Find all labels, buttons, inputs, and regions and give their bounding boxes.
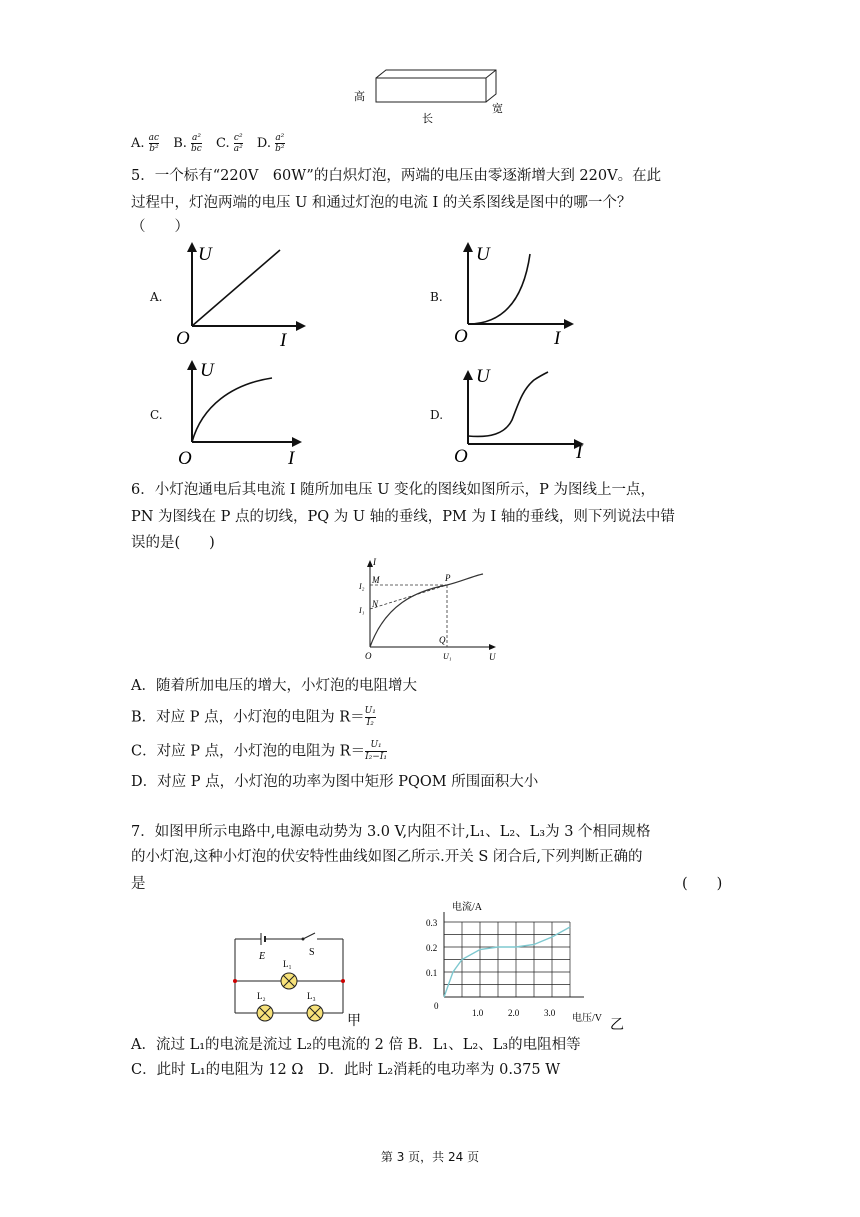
- q7-option-cd: C．此时 L₁的电阻为 12 Ω D．此时 L₂消耗的电功率为 0.375 W: [131, 1062, 561, 1078]
- q6-m-label: M: [372, 575, 380, 585]
- box-length-label: 长: [422, 113, 433, 125]
- q5-c-x-axis: I: [288, 448, 295, 468]
- q7-s-label: S: [309, 947, 315, 958]
- q7-l2-label: L₂: [257, 991, 266, 1001]
- q5-c-origin: O: [178, 448, 192, 468]
- q6-q-label: Q: [439, 635, 446, 645]
- q6-figure: [355, 555, 505, 665]
- q7-y-tick-2: 0.1: [426, 968, 438, 978]
- q7-iv-curve: [444, 927, 570, 997]
- q6-u-axis: U: [489, 652, 496, 662]
- q6-u1-label: U₁: [443, 652, 452, 661]
- q7-origin: 0: [434, 1001, 439, 1011]
- q4-option-d: D.: [256, 136, 271, 151]
- q5-a-origin: O: [176, 328, 190, 349]
- page-footer: 第 3 页，共 24 页: [380, 1150, 480, 1164]
- q4-frac-d: $\frac{\text{a²}}{\text{b²}}$: [275, 133, 285, 154]
- q7-grid: [444, 912, 584, 997]
- q5-graph-c: [172, 356, 322, 468]
- q7-y-title: 电流/A: [452, 902, 482, 913]
- q6-line-2: PN 为图线在 P 点的切线，PQ 为 U 轴的垂线，PM 为 I 轴的垂线，则下列说法中错: [131, 509, 675, 525]
- q5-d-origin: O: [454, 446, 468, 467]
- q7-bracket: ( ): [682, 876, 723, 892]
- q7-line-1: 7．如图甲所示电路中,电源电动势为 3.0 V,内阻不计,L₁、L₂、L₃为 3 个相同规格: [131, 824, 651, 840]
- q5-d-y-axis: U: [476, 366, 490, 387]
- q5-c-y-axis: U: [200, 360, 214, 381]
- q6-i1-label: I₁: [359, 606, 365, 615]
- q5-line-1: 5．一个标有“220V 60W”的白炽灯泡，两端的电压由零逐渐增大到 220V。在此: [131, 168, 662, 184]
- q7-x-tick-2: 3.0: [544, 1008, 556, 1018]
- q4-frac-b: $\frac{\text{a²}}{bc}$: [191, 133, 202, 154]
- q5-b-origin: O: [454, 326, 468, 347]
- q5-b-x-axis: I: [554, 328, 561, 348]
- q5-option-a-label: A.: [150, 290, 163, 304]
- q4-frac-c: $\frac{\text{c²}}{\text{a²}}$: [233, 133, 243, 154]
- q5-a-x-axis: I: [280, 330, 287, 350]
- q5-option-c-label: C.: [150, 408, 163, 422]
- q7-l3-label: L₃: [307, 991, 316, 1001]
- q6-i2-label: I₂: [359, 582, 365, 591]
- q7-line-2: 的小灯泡,这种小灯泡的伏安特性曲线如图乙所示.开关 S 闭合后,下列判断正确的: [131, 849, 643, 865]
- q5-a-y-axis: U: [198, 244, 212, 265]
- q6-option-c-frac: $\frac{\text{U₁}}{\text{I₂−I₁}}$: [365, 740, 387, 762]
- box-width-label: 宽: [492, 103, 503, 115]
- q7-line-3: 是: [131, 876, 146, 892]
- q7-x-tick-1: 2.0: [508, 1008, 520, 1018]
- q6-n-label: N: [372, 599, 379, 609]
- q4-options: [131, 133, 285, 154]
- q5-option-b-label: B.: [430, 290, 443, 304]
- q4-option-c: C.: [216, 136, 230, 151]
- q6-i-axis: I: [373, 557, 376, 567]
- q5-option-d-label: D.: [430, 408, 444, 422]
- q5-line-2: 过程中，灯泡两端的电压 U 和通过灯泡的电流 I 的关系图线是图中的哪一个？: [131, 195, 632, 211]
- q6-option-b-frac: $\frac{\text{U₁}}{\text{I₂}}$: [364, 706, 376, 728]
- q6-line-3: 误的是( ): [131, 535, 215, 551]
- q7-e-label: E: [259, 951, 266, 962]
- q6-option-b: B．对应 P 点，小灯泡的电阻为 R＝ $\frac{\text{U₁}}{\text{I₂}}$: [131, 706, 376, 728]
- q4-option-a: A.: [131, 136, 145, 151]
- q7-l1-label: L₁: [283, 959, 292, 969]
- q7-graph: [420, 897, 630, 1032]
- q7-circuit-caption: 甲: [347, 1014, 361, 1029]
- q7-graph-caption: 乙: [610, 1018, 624, 1032]
- q6-p-label: P: [445, 573, 451, 583]
- q7-y-tick-0: 0.3: [426, 918, 438, 928]
- q7-x-tick-0: 1.0: [472, 1008, 484, 1018]
- q5-graph-d: [450, 360, 600, 470]
- q6-origin: O: [365, 651, 372, 661]
- q5-graph-b: [450, 238, 600, 348]
- q7-x-title: 电压/V: [572, 1013, 602, 1024]
- box-figure: [340, 60, 520, 130]
- q5-d-x-axis: I: [576, 442, 583, 463]
- box-height-label: 高: [354, 91, 365, 103]
- q5-graph-a: [170, 240, 320, 350]
- q6-option-a: A．随着所加电压的增大，小灯泡的电阻增大: [131, 678, 417, 694]
- q4-option-b: B.: [173, 136, 187, 151]
- q7-circuit: [225, 925, 365, 1030]
- q5-line-3: （ ）: [131, 219, 189, 235]
- q7-y-tick-1: 0.2: [426, 943, 438, 953]
- q5-b-y-axis: U: [476, 244, 490, 265]
- q4-frac-a: $\frac{ac}{\text{b²}}$: [148, 133, 160, 154]
- q6-line-1: 6．小灯泡通电后其电流 I 随所加电压 U 变化的图线如图所示，P 为图线上一点，: [131, 482, 655, 498]
- q6-option-c: C．对应 P 点，小灯泡的电阻为 R＝ $\frac{\text{U₁}}{\text{I₂−I₁}}$: [131, 740, 387, 762]
- q7-option-ab: A．流过 L₁的电流是流过 L₂的电流的 2 倍 B．L₁、L₂、L₃的电阻相等: [131, 1037, 581, 1053]
- q6-option-d: D．对应 P 点，小灯泡的功率为图中矩形 PQOM 所围面积大小: [131, 774, 539, 790]
